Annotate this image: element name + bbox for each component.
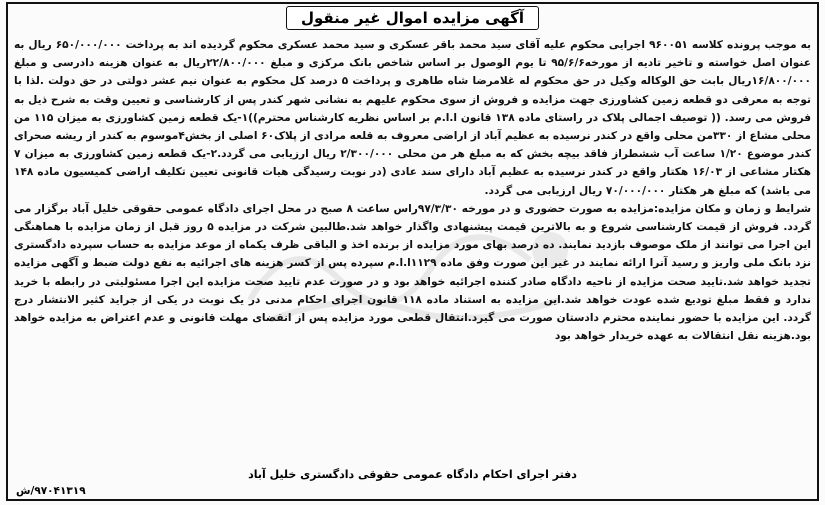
notice-body bbox=[14, 36, 811, 345]
notice-paragraph-conditions: شرایط و زمان و مکان مزایده:مزایده به صورت حضوری و در مورخه ۹۷/۳/۳۰راس ساعت ۸ صبح در محل اجرای دادگاه عمومی حقوقی خلیل آباد برگزار می گردد. فروش از قیمت کارشناسی شروع و به بالاترین قیمت پیشنهادی واگذار خواهد شد.طالبین شرکت در مزایده ۵ روز قبل از زمان مزایده با هماهنگی این اجرا می توانند از ملک موصوف بازدید نمایند. ده درصد بهای مورد مزایده از برنده اخذ و الباقی ظرف یکماه از موعد مزایده به حساب سپرده دادگستری نزد بانک ملی واریز و رسید آنرا ارائه نمایند در غیر این صورت وفق ماده ۱۱۲۹ا.ا.م سپرده پس از کسر هزینه های اجرائیه به نفع دولت ضبط و آگهی مزایده تجدید خواهد شد.تایید صحت مزایده از ناحیه دادگاه صادر کننده اجرائیه خواهد بود و در صورت عدم تایید صحت مزایده این اجرا مسئولیتی در رابطه با خرید ندارد و فقط مبلغ تودیع شده عودت خواهد شد.این مزایده به استناد ماده ۱۱۸ قانون اجرای احکام مدنی در یک نوبت در یکی از جراید کثیر الانتشار درج گردد. این مزایده با حضور نماینده محترم دادستان صورت می گیرد.انتقال قطعی مورد مزایده پس از انقضای مهلت قانونی و عدم اعتراض به مزایده خواهد بود.هزینه نقل انتقالات به عهده خریدار خواهد بود bbox=[14, 202, 811, 343]
notice-signature-office: دفتر اجرای احکام دادگاه عمومی حقوقی دادگستری خلیل آباد bbox=[248, 468, 577, 481]
notice-reference-code: ۹۷۰۴۱۳۱۹/ش bbox=[16, 485, 86, 497]
notice-title: آگهی مزایده اموال غیر منقول bbox=[286, 6, 539, 30]
notice-paragraph-details: به موجب پرونده کلاسه ۹۶۰۰۵۱ اجرایی محکوم علیه آقای سید محمد باقر عسکری و سید محمد عسکری محکوم گردیده اند به پرداخت ۶۵۰/۰۰۰/۰۰۰ ریال به عنوان اصل خواسته و تاخیر تادیه از مورخه۹۵/۶/۶ تا یوم الوصول بر اساس شاخص بانک مرکزی و مبلغ ۲۲/۸۰۰/۰۰۰ریال به عنوان هزینه دادرسی و مبلغ ۱۶/۸۰۰/۰۰۰ریال بابت حق الوکاله وکیل در حق محکوم له غلامرضا شاه طاهری و پرداخت ۵ درصد کل محکوم به عنوان نیم عشر دولتی در حق دولت .لذا با توجه به معرفی دو قطعه زمین کشاورزی جهت مزایده و فروش از سوی محکوم علیهم به نشانی شهر کندر پس از کارشناسی و تعیین وقت به شرح ذیل به فروش می رسد. (( توصیف اجمالی پلاک در راستای ماده ۱۳۸ قانون ا.ا.م بر اساس نظریه کارشناس محترم))۱-یک قطعه زمین کشاورزی به میزان ۱۱۵ من محلی مشاع از ۳۳۰من محلی واقع در کندر نرسیده به عظیم آباد از اراضی معروف به قلعه مرادی از پلاک۶۰ اصلی از بخش۴موسوم به کندر از ریشه صحرای کندر موضوع ۱/۲۰ ساعت آب ششطراز فاقد بیچه بخش که به مبلغ هر من محلی ۲/۳۰۰/۰۰۰ ریال ارزیابی می گردد.۲-یک قطعه زمین کشاورزی به میزان ۷ هکتار مشاعی از ۱۶/۰۳ هکتار واقع در کندر نرسیده به عظیم آباد دارای سند عادی (در نوبت رسیدگی هیات قانونی تعیین تکلیف اراضی کمیسیون ماده ۱۴۸ می باشد) که مبلغ هر هکتار ۷۰/۰۰۰/۰۰۰ ریال ارزیابی می گردد. bbox=[13, 39, 812, 197]
notice-title-wrapper bbox=[0, 6, 825, 30]
